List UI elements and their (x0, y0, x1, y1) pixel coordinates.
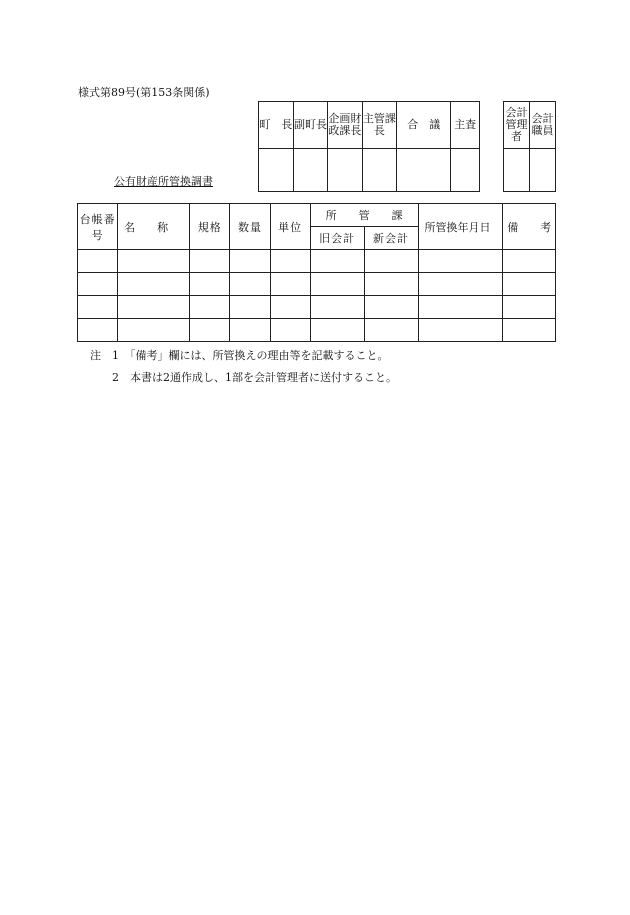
approval-stamp-cell (293, 149, 327, 192)
table-cell[interactable] (78, 319, 118, 342)
table-cell[interactable] (78, 250, 118, 273)
document-title: 公有財産所管換調書 (114, 175, 213, 188)
approval-stamp-cell (362, 149, 396, 192)
table-cell[interactable] (310, 319, 364, 342)
table-cell[interactable] (503, 319, 556, 342)
table-cell[interactable] (270, 250, 310, 273)
table-cell[interactable] (118, 273, 190, 296)
approval-stamp-table (258, 101, 480, 192)
table-cell[interactable] (310, 296, 364, 319)
table-row (78, 296, 556, 319)
table-cell[interactable] (418, 273, 503, 296)
table-body (78, 250, 556, 342)
table-row (78, 319, 556, 342)
header-spec: 規格 (190, 204, 230, 250)
table-cell[interactable] (310, 273, 364, 296)
table-cell[interactable] (270, 273, 310, 296)
approval-stamp-cell (530, 149, 556, 192)
table-cell[interactable] (418, 296, 503, 319)
approval-stamp-cell (259, 149, 294, 192)
transfer-table (77, 203, 556, 342)
table-cell[interactable] (364, 296, 418, 319)
header-name: 名 称 (118, 204, 190, 250)
table-cell[interactable] (190, 296, 230, 319)
table-cell[interactable] (503, 273, 556, 296)
approval-stamp-cell (451, 149, 480, 192)
approval-header-deputy-mayor: 副町長 (293, 102, 327, 149)
table-cell[interactable] (418, 250, 503, 273)
table-cell[interactable] (364, 273, 418, 296)
approval-header-mayor: 町 長 (259, 102, 294, 149)
header-quantity: 数量 (230, 204, 270, 250)
header-jurisdiction: 所 管 課 (310, 204, 418, 227)
table-cell[interactable] (418, 319, 503, 342)
table-cell[interactable] (364, 250, 418, 273)
table-cell[interactable] (118, 296, 190, 319)
table-cell[interactable] (118, 319, 190, 342)
form-number: 様式第89号(第153条関係) (78, 86, 210, 99)
approval-header-chief-clerk: 主査 (451, 102, 480, 149)
approval-header-division-chief: 主管課長 (362, 102, 396, 149)
table-cell[interactable] (78, 296, 118, 319)
table-cell[interactable] (364, 319, 418, 342)
table-cell[interactable] (270, 296, 310, 319)
table-row (78, 250, 556, 273)
approval-stamp-cell (397, 149, 451, 192)
table-cell[interactable] (78, 273, 118, 296)
table-cell[interactable] (230, 273, 270, 296)
header-old-account: 旧会計 (310, 227, 364, 250)
table-cell[interactable] (190, 319, 230, 342)
table-cell[interactable] (118, 250, 190, 273)
approval-header-consultation: 合 議 (397, 102, 451, 149)
header-transfer-date: 所管換年月日 (418, 204, 503, 250)
approval-stamp-cell (328, 149, 362, 192)
table-cell[interactable] (230, 250, 270, 273)
table-cell[interactable] (190, 273, 230, 296)
header-unit: 単位 (270, 204, 310, 250)
table-cell[interactable] (270, 319, 310, 342)
accounting-stamp-table (503, 101, 556, 192)
approval-stamp-cell (504, 149, 530, 192)
approval-header-accounting-manager: 会計管理者 (504, 102, 530, 149)
approval-header-planning-finance: 企画財政課長 (328, 102, 362, 149)
table-row (78, 273, 556, 296)
header-ledger-no: 台帳番号 (78, 204, 118, 250)
header-remarks: 備 考 (503, 204, 556, 250)
note-1: 注 1 「備考」欄には、所管換えの理由等を記載すること。 (90, 349, 389, 362)
table-cell[interactable] (310, 250, 364, 273)
table-cell[interactable] (230, 296, 270, 319)
table-cell[interactable] (190, 250, 230, 273)
approval-header-accounting-staff: 会計職員 (530, 102, 556, 149)
table-cell[interactable] (230, 319, 270, 342)
note-2: 2 本書は2通作成し、1部を会計管理者に送付すること。 (112, 371, 397, 384)
table-cell[interactable] (503, 296, 556, 319)
header-new-account: 新会計 (364, 227, 418, 250)
table-cell[interactable] (503, 250, 556, 273)
